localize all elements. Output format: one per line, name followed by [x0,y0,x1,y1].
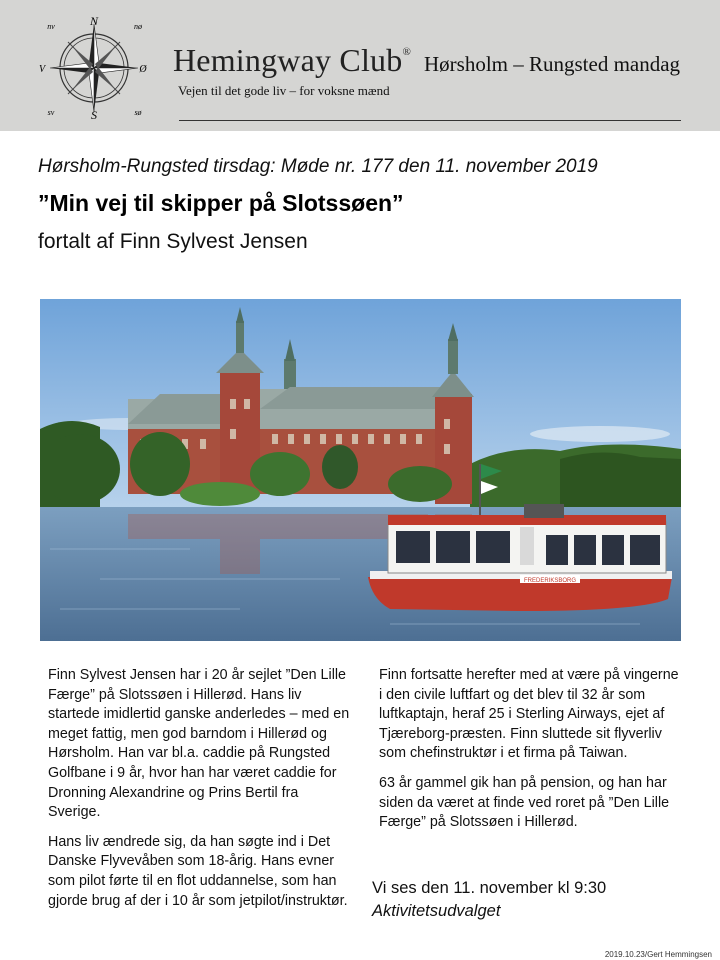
registered-mark: ® [402,46,412,58]
article-column-right [379,666,679,843]
compass-no: nø [134,22,142,31]
club-name-text: Hemingway Club [173,42,403,78]
paragraph-intro: Finn Sylvest Jensen har i 20 år sejlet ”Den Lille Færge” på Slotssøen i Hillerød. Hans liv startede imidlertid ganske anderledes – med en meget fattig, men god barndom i Hillerød og Hørsholm. Han var bl.a. caddie på Rungsted Golfbane i 9 år, hvor han har været caddie for Dronning Alexandrine og Prins Bertil fra Sverige. [48,667,350,821]
paragraph-civil-aviation: Finn fortsatte herefter med at være på vingerne i den civile luftfart og det blev til 32 år som luftkaptajn, heraf 25 i Sterling Airways, ejet af Tjæreborg-præsten. Finn sluttede sit flyverliv som chefinstruktør i et firma på Taiwan. [379,667,679,762]
paragraph-air-force: Hans liv ændrede sig, da han søgte ind i Det Danske Flyvevåben som 18-årig. Hans evner som pilot førte til en flot uddannelse, som han gjorde brug af der i 10 år som jetpilot/instruktør. [48,833,348,909]
compass-v: V [38,64,46,75]
byline: fortalt af Finn Sylvest Jensen [38,230,308,253]
compass-o: Ø [139,64,147,75]
signature: Aktivitetsudvalget [372,902,501,920]
masthead [0,0,720,131]
compass-so: sø [134,108,142,117]
talk-title: ”Min vej til skipper på Slotssøen” [38,190,404,216]
castle-ferry-photo [40,299,681,641]
club-name [173,42,411,79]
meeting-info: Hørsholm-Rungsted tirsdag: Møde nr. 177 den 11. november 2019 [38,156,598,177]
footer-note: 2019.10.23/Gert Hemmingsen [604,950,712,959]
closing-note [372,877,606,923]
compass-s: S [91,108,97,120]
compass-n: N [89,16,99,28]
compass-nv: nv [47,22,55,31]
article-column-left [48,666,353,921]
compass-sv: sv [47,108,55,117]
compass-rose-icon [38,16,150,120]
boat-name: FREDERIKSBORG [523,578,577,584]
header-divider [179,120,681,121]
meeting-place: Hørsholm – Rungsted mandag [424,52,681,76]
paragraph-retirement: 63 år gammel gik han på pension, og han har siden da været at finde ved roret på ”Den Lille Færge” på Slotssøen i Hillerød. [379,774,670,831]
club-tagline: Vejen til det gode liv – for voksne mænd [178,83,390,98]
closing-text: Vi ses den 11. november kl 9:30 [372,879,607,897]
